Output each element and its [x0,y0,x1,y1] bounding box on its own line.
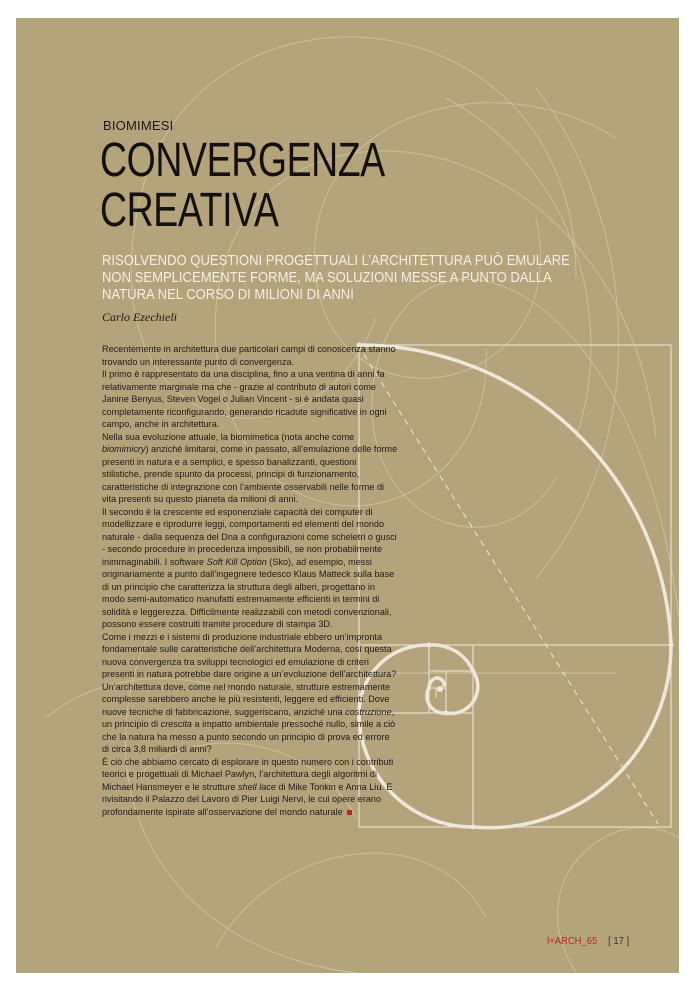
body-paragraph [102,431,398,506]
text-run: , un principio di [102,706,395,729]
body-paragraph: Il primo è rappresentato da una disciplina, fino a una ventina di anni fa relativamente marginale ma che - grazie al contributo di autori come Janine Benyus, Steven Vogel o Julian Vincent - si è andata quasi completamente riconfigurando, generando ricadute significative in ogni campo, anche in architettura. [102,369,387,429]
text-run: di Mike Tonkin e Anna Liu. E rivisitando il Palazzo del Lavoro di Pier Luigi Nervi, le cui opere erano profondamente ispirate all’osservazione del mondo naturale [102,781,393,817]
body-paragraph [102,506,398,631]
article-subtitle: RISOLVENDO QUESTIONI PROGETTUALI L’ARCHITETTURA PUÒ EMULARE NON SEMPLICEMENTE FORME, MA SOLUZIONI MESSE A PUNTO DALLA NATURA NEL CORSO DI MILIONI DI ANNI [102,252,570,303]
article-title-line-2: CREATIVA [100,184,279,237]
text-run: Nella sua evoluzione attuale, la biomimetica (nota anche come [102,431,355,442]
text-run: a impatto ambientale pressoché nullo, simile a ciò che la natura ha messo a punto secondo un principio di prova ed errore di circa 3,8 miliardi di anni? [102,719,396,754]
section-kicker: BIOMIMESI [103,118,174,133]
magazine-brand: l+ARCH_65 [547,935,598,947]
text-run: È ciò che abbiamo cercato di esplorare in questo numero con i contributi teorici e progettuali di Michael Pawlyn, l’architettura degli algoritmi di Michael Hansmeyer e le strutture [102,756,394,792]
italic-term: Soft Kill Option [206,556,267,567]
body-paragraph [102,756,398,819]
text-run: Come i mezzi e i sistemi di produzione industriale ebbero un’impronta fondamentale sulle caratteristiche dell’architettura Moderna, così questa nuova convergenza tra sviluppi tecnologici ed emulazione di criteri presenti in natura potrebbe dare origine a un’evoluzione dell’architettura? Un’architettura dove, come nel mondo naturale, strutture estremamente complesse sarebbero anche le più resistenti, leggere ed efficienti. Dove nuove tecniche di fabbricazione, suggeriscano, anziché una [102,631,397,717]
magazine-page [16,18,679,973]
body-paragraph: Recentemente in architettura due particolari campi di conoscenza stanno trovando un interessante punto di convergenza. [102,344,396,367]
text-run: ) anziché limitarsi, come in passato, all’emulazione delle forme presenti in natura e a semplici, e spesso banalizzanti, questioni stilistiche, prende spunto da processi, principi di funzionamento, caratteristiche di integrazione con l’ambiente osservabili nelle forme di vita presenti su questo pianeta da milioni di anni. [102,444,398,504]
italic-term: biomimicry [102,444,146,454]
page-number: [ 17 ] [607,935,629,947]
red-square-icon [347,810,352,815]
italic-term: costruzione [345,706,392,717]
body-paragraph [102,631,398,756]
author-byline: Carlo Ezechieli [102,310,177,324]
text-run: Il secondo è la crescente ed esponenziale capacità dei computer di modellizzare e riprodurre leggi, comportamenti ed elementi del mondo naturale - dalla sequenza del Dna a configurazioni come scheletri o gusci - secondo procedure in precedenza impossibili, se non probabilmente inimmaginabili. I software [102,506,397,567]
article-body [102,343,398,818]
article-title [100,136,385,236]
article-title-line-1: CONVERGENZA [100,134,385,187]
page-folio [547,935,629,947]
text-run: (Sko), ad esempio, messi originariamente a punto dall’ingegnere tedesco Klaus Matteck sulla base di un principio che caratterizza la struttura degli alberi, progettano in modo semi-automatico manufatti estremamente efficienti in termini di solidità e leggerezza. Difficilmente realizzabili con metodi convenzionali, possono essere costruiti tramite procedure di stampa 3D. [102,556,395,629]
italic-term: shell lace [237,781,276,792]
italic-term: crescita [160,719,192,729]
